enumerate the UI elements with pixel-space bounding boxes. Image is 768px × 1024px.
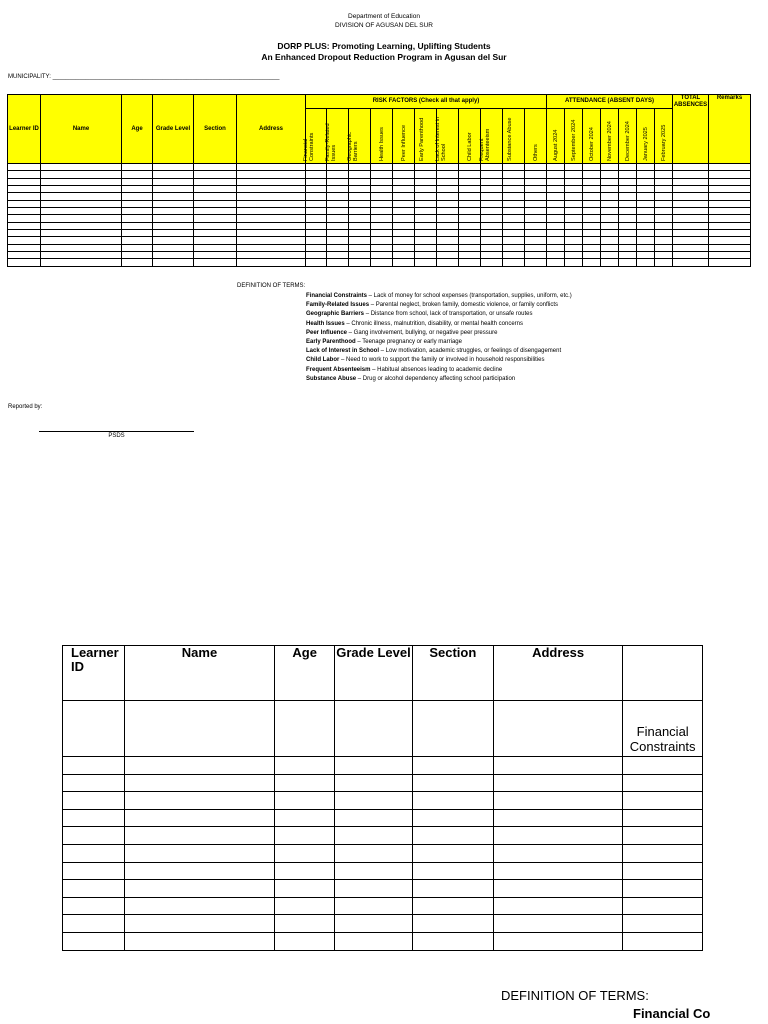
- table-cell[interactable]: [709, 230, 751, 237]
- definition-term: Child Labor: [306, 357, 340, 364]
- definition-term: Health Issues: [306, 320, 345, 327]
- zoom-table-row: [63, 897, 703, 915]
- zoom-table-cell[interactable]: [412, 897, 493, 915]
- zoom-header-risk-area: [623, 646, 703, 701]
- header-attendance: ATTENDANCE (ABSENT DAYS): [547, 95, 673, 109]
- zoom-table-cell[interactable]: [493, 809, 623, 827]
- zoom-table-cell[interactable]: [63, 757, 125, 775]
- zoom-table-cell[interactable]: [275, 844, 335, 862]
- table-cell[interactable]: [709, 237, 751, 244]
- zoom-table-cell[interactable]: [275, 809, 335, 827]
- table-cell[interactable]: [709, 244, 751, 251]
- zoom-table-cell[interactable]: [335, 897, 413, 915]
- definition-desc: – Distance from school, lack of transportation, or unsafe routes: [364, 311, 533, 318]
- zoom-header-section: Section: [412, 646, 493, 701]
- zoom-table-cell[interactable]: [275, 774, 335, 792]
- zoom-table-cell[interactable]: [335, 844, 413, 862]
- zoom-table-cell[interactable]: [623, 809, 703, 827]
- zoom-table-cell[interactable]: [63, 862, 125, 880]
- zoom-table-cell[interactable]: [335, 827, 413, 845]
- definition-term: Peer Influence: [306, 329, 348, 336]
- table-cell[interactable]: [709, 164, 751, 171]
- zoom-table-row: [63, 915, 703, 933]
- zoom-table-cell[interactable]: [623, 897, 703, 915]
- zoom-table-cell[interactable]: [623, 774, 703, 792]
- zoom-table-cell[interactable]: [63, 880, 125, 898]
- zoom-table-cell[interactable]: [275, 897, 335, 915]
- zoom-table-cell[interactable]: [124, 827, 274, 845]
- zoom-table-cell[interactable]: [493, 932, 623, 950]
- zoom-table-cell[interactable]: [493, 915, 623, 933]
- zoom-table-cell[interactable]: [275, 880, 335, 898]
- definition-desc: – Chronic illness, malnutrition, disability, or mental health concerns: [344, 320, 523, 327]
- header-grade-level: Grade Level: [153, 95, 194, 164]
- zoom-table-cell[interactable]: [623, 757, 703, 775]
- zoom-table-row: [63, 862, 703, 880]
- definition-desc: – Low motivation, academic struggles, or feelings of disengagement: [379, 348, 562, 355]
- zoom-table-cell[interactable]: [275, 915, 335, 933]
- zoom-table-cell[interactable]: [63, 792, 125, 810]
- zoom-table-cell[interactable]: [493, 897, 623, 915]
- month-header-1: September 2024: [565, 109, 583, 164]
- zoom-table-row: [63, 774, 703, 792]
- definition-desc: – Need to work to support the family or involved in household responsibilities: [339, 357, 545, 364]
- definitions-title: DEFINITION OF TERMS:: [237, 283, 306, 289]
- zoom-table-cell[interactable]: [335, 932, 413, 950]
- zoom-table-cell[interactable]: [63, 827, 125, 845]
- zoom-table-cell[interactable]: [124, 862, 274, 880]
- zoom-table-cell[interactable]: [124, 757, 274, 775]
- zoom-table-cell[interactable]: [412, 809, 493, 827]
- zoom-table-cell[interactable]: [412, 774, 493, 792]
- zoom-table-cell[interactable]: [275, 932, 335, 950]
- zoom-table-cell[interactable]: [623, 880, 703, 898]
- municipality-field: MUNICIPALITY: ____________________________________________________________________: [8, 74, 280, 80]
- zoom-table-cell[interactable]: [63, 897, 125, 915]
- zoom-table-cell[interactable]: [124, 932, 274, 950]
- risk-factor-header-9: Substance Abuse: [503, 109, 525, 164]
- zoom-table-cell[interactable]: [63, 844, 125, 862]
- table-cell[interactable]: [709, 215, 751, 222]
- header-remarks: Remarks: [709, 95, 751, 164]
- definition-desc: – Drug or alcohol dependency affecting school participation: [356, 375, 516, 382]
- reported-by-label: Reported by:: [8, 404, 43, 410]
- zoom-table-cell[interactable]: [412, 932, 493, 950]
- header-risk-factors: RISK FACTORS (Check all that apply): [306, 95, 547, 109]
- zoom-table-row: [63, 809, 703, 827]
- risk-factor-header-7: Child Labor: [459, 109, 481, 164]
- header-learner-id: Learner ID: [8, 95, 41, 164]
- header-age: Age: [122, 95, 153, 164]
- header-section: Section: [194, 95, 237, 164]
- risk-factor-header-2: Geographic Barriers: [349, 109, 371, 164]
- zoom-header-grade-level: Grade Level: [335, 646, 413, 701]
- month-header-3: November 2024: [601, 109, 619, 164]
- definition-desc: – Lack of money for school expenses (transportation, supplies, uniform, etc.): [367, 293, 572, 299]
- zoom-table-cell[interactable]: [493, 880, 623, 898]
- risk-factor-header-1: Family-Related Issues: [327, 109, 349, 164]
- zoom-table-cell[interactable]: [412, 757, 493, 775]
- zoom-table-cell[interactable]: [63, 809, 125, 827]
- zoom-table-cell[interactable]: [124, 844, 274, 862]
- table-cell[interactable]: [709, 193, 751, 200]
- definition-desc: – Gang involvement, bullying, or negative peer pressure: [347, 329, 498, 336]
- title-line-2: An Enhanced Dropout Reduction Program in Agusan del Sur: [261, 52, 507, 62]
- zoom-table-row: [63, 757, 703, 775]
- zoom-table-cell[interactable]: [412, 792, 493, 810]
- zoom-table-row: [63, 844, 703, 862]
- zoom-table-cell[interactable]: [412, 880, 493, 898]
- zoom-financial-term: Financial Co: [633, 1006, 711, 1021]
- zoom-table-cell[interactable]: [493, 774, 623, 792]
- zoom-definitions-title: DEFINITION OF TERMS:: [501, 988, 649, 1003]
- definition-term: Lack of Interest in School: [306, 348, 380, 355]
- month-header-6: February 2025: [655, 109, 673, 164]
- zoom-table-cell[interactable]: [412, 827, 493, 845]
- header-address: Address: [237, 95, 306, 164]
- zoom-table-cell[interactable]: [335, 880, 413, 898]
- zoom-table-cell[interactable]: [493, 757, 623, 775]
- zoom-table-cell[interactable]: [493, 792, 623, 810]
- risk-factor-header-3: Health Issues: [371, 109, 393, 164]
- zoom-table-cell[interactable]: [412, 862, 493, 880]
- definition-term: Geographic Barriers: [306, 311, 365, 318]
- zoom-table-cell[interactable]: [335, 915, 413, 933]
- division-text: DIVISION OF AGUSAN DEL SUR: [334, 22, 433, 29]
- risk-factor-header-4: Peer Influence: [393, 109, 415, 164]
- zoom-table-cell[interactable]: [623, 827, 703, 845]
- zoom-table-cell[interactable]: [493, 844, 623, 862]
- zoom-table-cell[interactable]: [275, 827, 335, 845]
- zoomed-table: [62, 645, 703, 951]
- definition-term: Financial Constraints: [306, 293, 368, 299]
- table-cell[interactable]: [709, 178, 751, 185]
- zoom-table-cell[interactable]: [335, 757, 413, 775]
- psds-label: PSDS: [108, 433, 125, 439]
- table-cell[interactable]: [709, 259, 751, 266]
- definition-desc: – Habitual absences leading to academic decline: [370, 366, 503, 373]
- zoom-table-cell[interactable]: [275, 757, 335, 775]
- zoom-table-cell[interactable]: [493, 862, 623, 880]
- risk-factor-header-8: Frequent Absenteeism: [481, 109, 503, 164]
- definition-desc: – Parental neglect, broken family, domestic violence, or family conflicts: [369, 302, 559, 309]
- zoom-table-cell[interactable]: [124, 897, 274, 915]
- zoom-header-learner-id: Learner ID: [63, 646, 125, 701]
- zoom-header-name: Name: [124, 646, 274, 701]
- risk-factor-header-0: Financial Constraints: [306, 109, 327, 164]
- zoom-table-cell[interactable]: [412, 844, 493, 862]
- header-name: Name: [41, 95, 122, 164]
- zoom-table-cell[interactable]: [335, 774, 413, 792]
- table-cell[interactable]: [709, 208, 751, 215]
- risk-factor-header-6: Lack of Interest in School: [437, 109, 459, 164]
- risk-factor-header-5: Early Parenthood: [415, 109, 437, 164]
- zoom-table-cell[interactable]: [623, 792, 703, 810]
- risk-factor-header-10: Others: [525, 109, 547, 164]
- zoom-table-cell[interactable]: [63, 915, 125, 933]
- zoom-table-cell[interactable]: [275, 792, 335, 810]
- definition-desc: – Teenage pregnancy or early marriage: [355, 339, 462, 346]
- definition-term: Early Parenthood: [306, 339, 356, 346]
- month-header-2: October 2024: [583, 109, 601, 164]
- zoom-header-financial-constraints: Financial Constraints: [623, 701, 703, 757]
- zoom-table-cell[interactable]: [335, 862, 413, 880]
- zoom-table-cell[interactable]: [124, 915, 274, 933]
- table-cell[interactable]: [709, 200, 751, 207]
- zoom-table-cell[interactable]: [335, 792, 413, 810]
- month-header-4: December 2024: [619, 109, 637, 164]
- zoom-table-cell[interactable]: [335, 809, 413, 827]
- zoom-table-cell[interactable]: [63, 774, 125, 792]
- zoom-table-cell[interactable]: [275, 862, 335, 880]
- zoom-header-address: Address: [493, 646, 623, 701]
- zoom-table-cell[interactable]: [412, 915, 493, 933]
- zoom-table-row: [63, 827, 703, 845]
- table-cell[interactable]: [709, 252, 751, 259]
- month-header-5: January 2025: [637, 109, 655, 164]
- zoom-table-row: [63, 792, 703, 810]
- zoom-table-cell[interactable]: [63, 932, 125, 950]
- zoom-header-age: Age: [275, 646, 335, 701]
- table-cell[interactable]: [709, 171, 751, 178]
- zoom-table-row: [63, 880, 703, 898]
- table-cell[interactable]: [709, 222, 751, 229]
- zoom-table-cell[interactable]: [623, 844, 703, 862]
- zoom-table-row: [63, 932, 703, 950]
- zoom-table-cell[interactable]: [493, 827, 623, 845]
- title-line-1: DORP PLUS: Promoting Learning, Uplifting Students: [277, 41, 491, 51]
- table-cell[interactable]: [709, 186, 751, 193]
- definition-term: Family-Related Issues: [306, 302, 370, 309]
- zoom-table-cell[interactable]: [623, 932, 703, 950]
- zoom-table-cell[interactable]: [124, 809, 274, 827]
- definition-term: Frequent Absenteeism: [306, 366, 371, 373]
- zoom-table-cell[interactable]: [623, 862, 703, 880]
- zoom-table-cell[interactable]: [124, 792, 274, 810]
- department-text: Department of Education: [348, 13, 420, 20]
- month-header-0: August 2024: [547, 109, 565, 164]
- definition-term: Substance Abuse: [306, 375, 357, 382]
- header-total-absences: TOTAL ABSENCES: [673, 95, 709, 164]
- zoom-table-cell[interactable]: [124, 880, 274, 898]
- zoom-table-cell[interactable]: [623, 915, 703, 933]
- zoom-table-cell[interactable]: [124, 774, 274, 792]
